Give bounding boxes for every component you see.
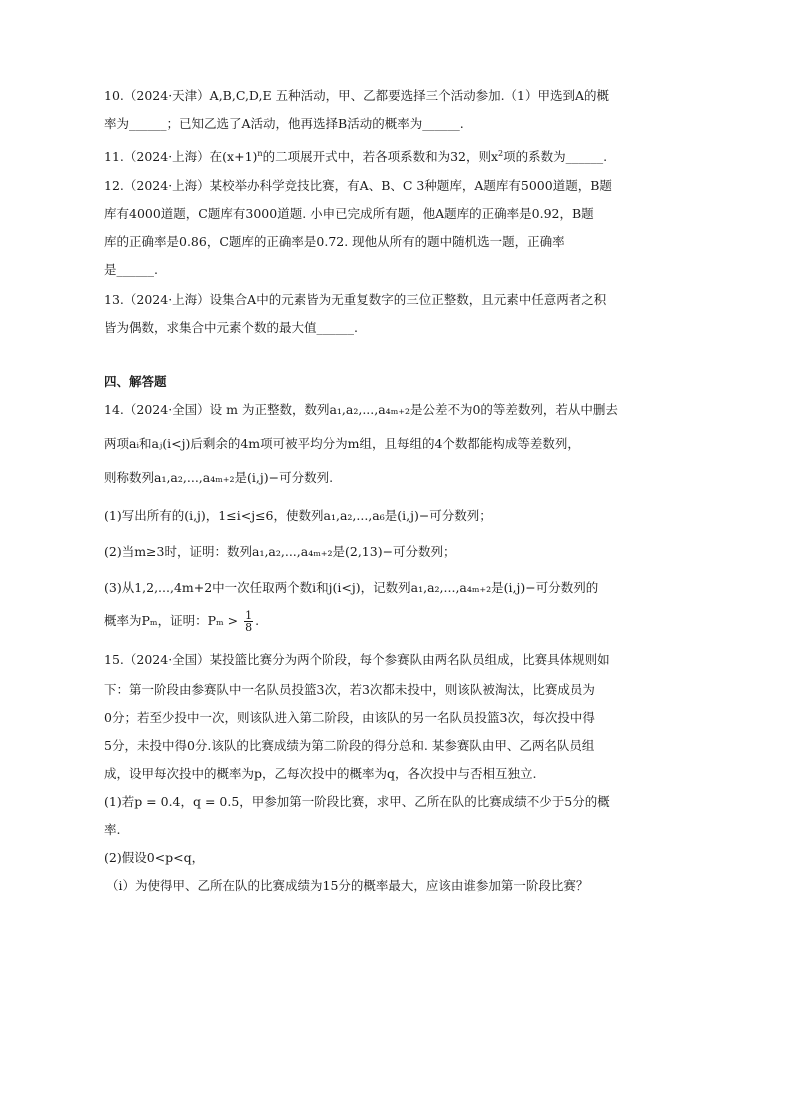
problem-15-question-1-line-1: (1)若p = 0.4，q = 0.5，甲参加第一阶段比赛，求甲、乙所在队的比赛成绩不少于5分的概: [104, 794, 610, 809]
problem-13-line-2: 皆为偶数，求集合中元素个数的最大值______.: [104, 320, 358, 335]
fraction-denominator: 8: [245, 621, 253, 634]
problem-14-q3-text-b: .: [255, 613, 260, 628]
problem-14-line-3: 则称数列a₁,a₂,...,a₄ₘ₊₂是(i,j)−可分数列.: [104, 470, 334, 485]
problem-14-question-3-line-1: (3)从1,2,...,4m+2中一次任取两个数i和j(i<j)，记数列a₁,a₂,...,a₄ₘ₊₂是(i,j)−可分数列的: [104, 580, 599, 595]
problem-12-line-2: 库有4000道题，C题库有3000道题. 小申已完成所有题，他A题库的正确率是0.92，B题: [104, 206, 594, 221]
problem-15-line-4: 5分，未投中得0分.该队的比赛成绩为第二阶段的得分总和. 某参赛队由甲、乙两名队员组: [104, 738, 595, 753]
problem-12-line-4: 是______.: [104, 262, 158, 277]
section-heading: 四、解答题: [104, 374, 167, 389]
problem-15-question-2: (2)假设0<p<q，: [104, 850, 205, 865]
problem-15-line-3: 0分；若至少投中一次，则该队进入第二阶段，由该队的另一名队员投篮3次，每次投中得: [104, 710, 595, 725]
problem-14-q3-text-a: 概率为Pₘ，证明：Pₘ >: [104, 613, 239, 628]
problem-10-line-1: 10.（2024·天津）A,B,C,D,E 五种活动，甲、乙都要选择三个活动参加.（1）甲选到A的概: [104, 88, 610, 103]
problem-14-question-3-line-2: [104, 610, 259, 633]
problem-14-line-2: 两项aᵢ和aⱼ(i<j)后剩余的4m项可被平均分为m组，且每组的4个数都能构成等差数列，: [104, 436, 580, 451]
problem-11-part-b: 的二项展开式中，若各项系数和为32，则x: [262, 149, 499, 164]
problem-14-line-1: 14.（2024·全国）设 m 为正整数，数列a₁,a₂,...,a₄ₘ₊₂是公差不为0的等差数列，若从中删去: [104, 402, 618, 417]
problem-11-exponent-n: n: [257, 149, 263, 158]
problem-11: [104, 146, 607, 165]
problem-15-question-2-i: （i）为使得甲、乙所在队的比赛成绩为15分的概率最大，应该由谁参加第一阶段比赛？: [106, 878, 589, 893]
problem-14-question-2: (2)当m≥3时，证明：数列a₁,a₂,...,a₄ₘ₊₂是(2,13)−可分数列；: [104, 544, 456, 559]
problem-11-exponent-2: 2: [498, 149, 504, 158]
problem-12-line-3: 库的正确率是0.86，C题库的正确率是0.72. 现他从所有的题中随机选一题，正确率: [104, 234, 565, 249]
problem-14-question-1: (1)写出所有的(i,j)，1≤i<j≤6，使数列a₁,a₂,...,a₆是(i,j)−可分数列；: [104, 508, 492, 523]
fraction-one-eighth: [244, 610, 253, 633]
problem-10-line-2: 率为______；已知乙选了A活动，他再选择B活动的概率为______.: [104, 116, 464, 131]
problem-13-line-1: 13.（2024·上海）设集合A中的元素皆为无重复数字的三位正整数，且元素中任意两者之积: [104, 292, 607, 307]
problem-15-line-5: 成，设甲每次投中的概率为p，乙每次投中的概率为q，各次投中与否相互独立.: [104, 766, 537, 781]
fraction-numerator: 1: [245, 609, 253, 622]
problem-15-line-1: 15.（2024·全国）某投篮比赛分为两个阶段，每个参赛队由两名队员组成，比赛具体规则如: [104, 652, 610, 667]
problem-11-part-a: 11.（2024·上海）在(x+1): [104, 149, 258, 164]
problem-11-part-c: 项的系数为______.: [503, 149, 608, 164]
problem-12-line-1: 12.（2024·上海）某校举办科学竞技比赛，有A、B、C 3种题库，A题库有5000道题，B题: [104, 178, 612, 193]
problem-15-question-1-line-2: 率.: [104, 822, 121, 837]
problem-15-line-2: 下：第一阶段由参赛队中一名队员投篮3次，若3次都未投中，则该队被淘汰，比赛成员为: [104, 682, 595, 697]
